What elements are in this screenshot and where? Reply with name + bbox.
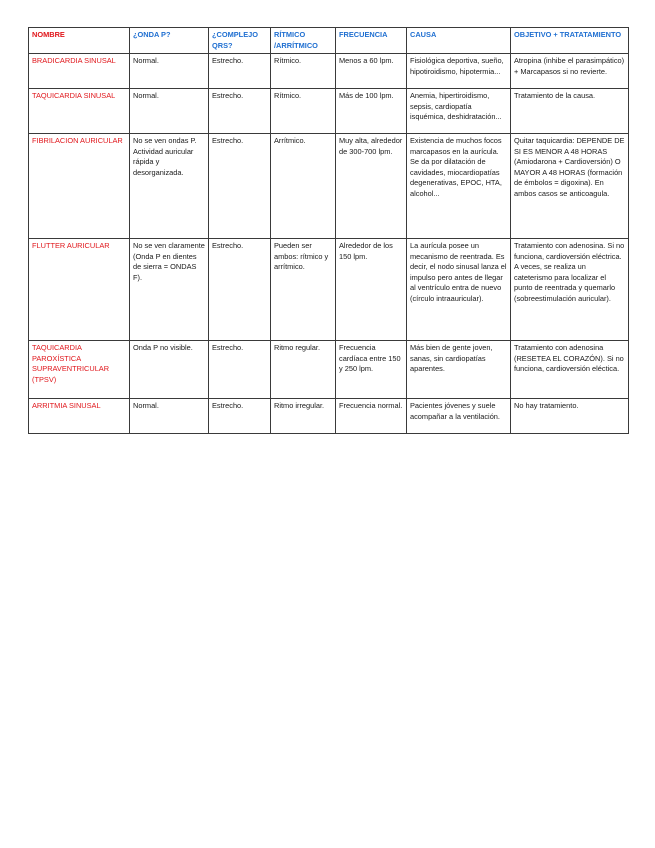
cell-nombre: FIBRILACION AURICULAR — [29, 134, 130, 239]
cell-ritmo: Rítmico. — [271, 54, 336, 89]
arrhythmia-table — [28, 27, 629, 434]
table-row — [29, 134, 629, 239]
cell-frecuencia: Alrededor de los 150 lpm. — [336, 239, 407, 341]
cell-objetivo: Tratamiento de la causa. — [511, 89, 629, 134]
cell-qrs: Estrecho. — [209, 341, 271, 399]
cell-frecuencia: Menos a 60 lpm. — [336, 54, 407, 89]
cell-causa: Pacientes jóvenes y suele acompañar a la ventilación. — [407, 399, 511, 434]
cell-qrs: Estrecho. — [209, 134, 271, 239]
cell-qrs: Estrecho. — [209, 89, 271, 134]
table-row — [29, 89, 629, 134]
cell-nombre: ARRITMIA SINUSAL — [29, 399, 130, 434]
cell-causa: Fisiológica deportiva, sueño, hipotiroidismo, hipotermia... — [407, 54, 511, 89]
cell-causa: La aurícula posee un mecanismo de reentrada. Es decir, el nodo sinusal lanza el impulso pero antes de llegar al ventrículo entra de nuevo (círculo intraauricular). — [407, 239, 511, 341]
header-row — [29, 28, 629, 54]
cell-qrs: Estrecho. — [209, 399, 271, 434]
cell-ritmo: Pueden ser ambos: rítmico y arrítmico. — [271, 239, 336, 341]
table-row — [29, 54, 629, 89]
cell-objetivo: Tratamiento con adenosina (RESETEA EL CORAZÓN). Si no funciona, cardioversión eléctica. — [511, 341, 629, 399]
cell-nombre: FLUTTER AURICULAR — [29, 239, 130, 341]
cell-onda-p: Normal. — [130, 399, 209, 434]
cell-objetivo: Atropina (inhibe el parasimpático) + Marcapasos si no revierte. — [511, 54, 629, 89]
cell-ritmo: Ritmo regular. — [271, 341, 336, 399]
cell-ritmo: Arrítmico. — [271, 134, 336, 239]
cell-frecuencia: Muy alta, alrededor de 300-700 lpm. — [336, 134, 407, 239]
cell-qrs: Estrecho. — [209, 54, 271, 89]
cell-causa: Anemia, hipertiroidismo, sepsis, cardiopatía isquémica, deshidratación... — [407, 89, 511, 134]
header-qrs: ¿COMPLEJO QRS? — [209, 28, 271, 54]
cell-ritmo: Ritmo irregular. — [271, 399, 336, 434]
table-row — [29, 399, 629, 434]
header-nombre: NOMBRE — [29, 28, 130, 54]
header-causa: CAUSA — [407, 28, 511, 54]
header-ritmo: RÍTMICO /ARRÍTMICO — [271, 28, 336, 54]
cell-causa: Existencia de muchos focos marcapasos en la aurícula. Se da por dilatación de cavidades, miocardiopatías degenerativas, EPOC, HTA, alcohol... — [407, 134, 511, 239]
cell-onda-p: Onda P no visible. — [130, 341, 209, 399]
cell-onda-p: Normal. — [130, 89, 209, 134]
header-objetivo: OBJETIVO + TRATATAMIENTO — [511, 28, 629, 54]
cell-onda-p: No se ven ondas P. Actividad auricular rápida y desorganizada. — [130, 134, 209, 239]
cell-objetivo: Quitar taquicardia: DEPENDE DE SI ES MENOR A 48 HORAS (Amiodarona + Cardioversión) O MAYOR A 48 HORAS (formación de émbolos = digoxina). En ambos casos se anticoagula. — [511, 134, 629, 239]
cell-ritmo: Rítmico. — [271, 89, 336, 134]
cell-nombre: TAQUICARDIA SINUSAL — [29, 89, 130, 134]
cell-onda-p: Normal. — [130, 54, 209, 89]
cell-frecuencia: Frecuencia cardíaca entre 150 y 250 lpm. — [336, 341, 407, 399]
cell-objetivo: Tratamiento con adenosina. Si no funciona, cardioversión eléctrica. A veces, se realiza un cateterismo para localizar el punto de reentrada y quemarlo (sobreestimulación auricular). — [511, 239, 629, 341]
table-row — [29, 341, 629, 399]
table-row — [29, 239, 629, 341]
cell-qrs: Estrecho. — [209, 239, 271, 341]
cell-frecuencia: Más de 100 lpm. — [336, 89, 407, 134]
cell-frecuencia: Frecuencia normal. — [336, 399, 407, 434]
cell-causa: Más bien de gente joven, sanas, sin cardiopatías aparentes. — [407, 341, 511, 399]
cell-onda-p: No se ven claramente (Onda P en dientes de sierra = ONDAS F). — [130, 239, 209, 341]
cell-nombre: TAQUICARDIA PAROXÍSTICA SUPRAVENTRICULAR (TPSV) — [29, 341, 130, 399]
cell-nombre: BRADICARDIA SINUSAL — [29, 54, 130, 89]
cell-objetivo: No hay tratamiento. — [511, 399, 629, 434]
header-onda-p: ¿ONDA P? — [130, 28, 209, 54]
header-frecuencia: FRECUENCIA — [336, 28, 407, 54]
